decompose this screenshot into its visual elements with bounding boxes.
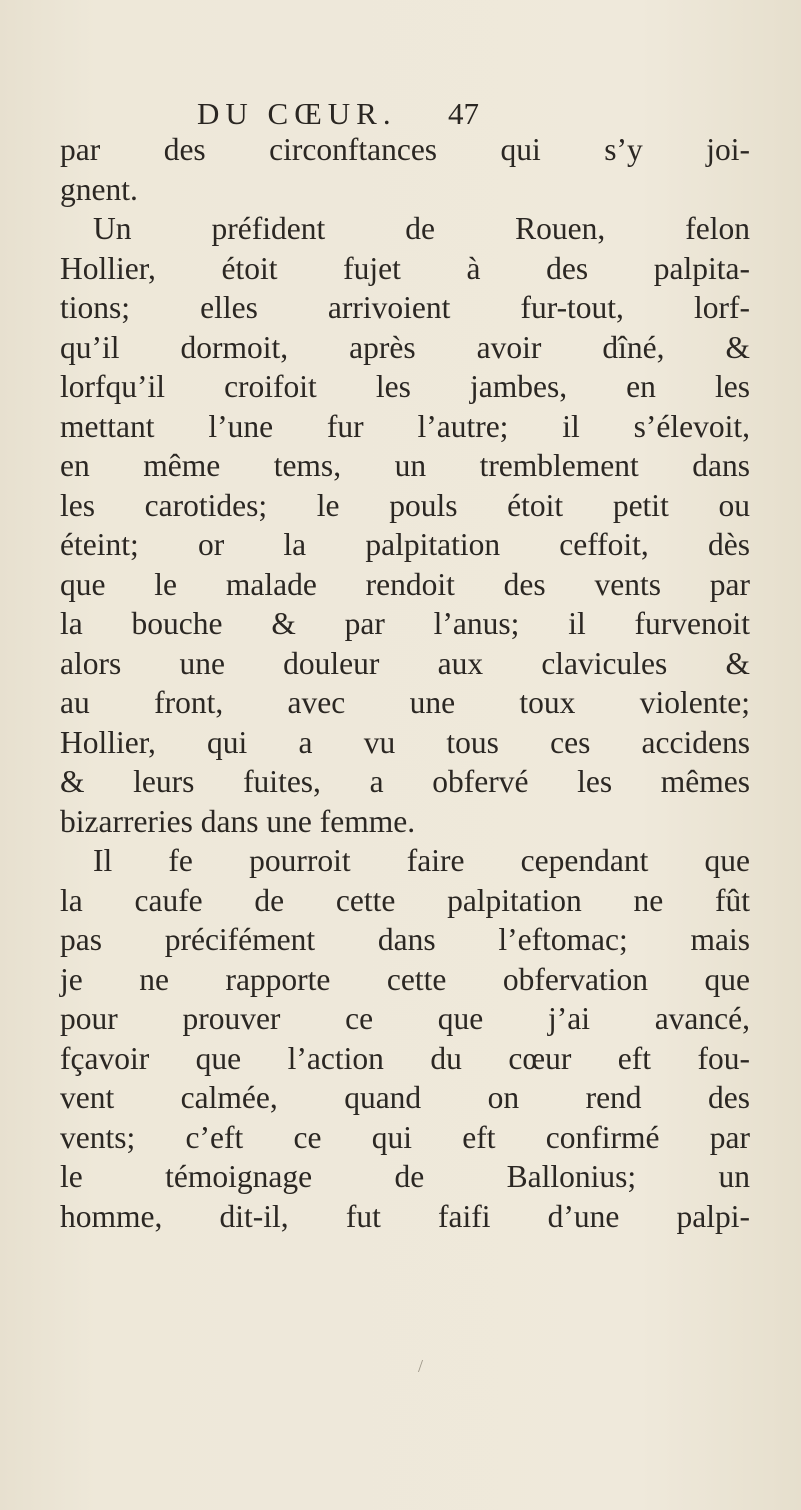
- text-line: au front, avec une toux violente;: [60, 685, 750, 720]
- text-line: Hollier, étoit fujet à des palpita-: [60, 250, 750, 286]
- text-line: & leurs fuites, a obfervé les mêmes: [60, 764, 750, 799]
- text-line: gnent.: [60, 171, 138, 207]
- text-line: je ne rapporte cette obfervation que: [60, 961, 750, 997]
- text-line: alors une douleur aux clavicules &: [60, 645, 750, 681]
- text-line: pour prouver ce que j’ai avancé,: [60, 1001, 750, 1036]
- text-line: Hollier, qui a vu tous ces accidens: [60, 724, 750, 760]
- text-line: la caufe de cette palpitation ne fût: [60, 882, 750, 918]
- text-line: que le malade rendoit des vents par: [60, 566, 750, 602]
- text-line: en même tems, un tremblement dans: [60, 448, 750, 483]
- text-line: tions; elles arrivoient fur-tout, lorf-: [60, 290, 750, 325]
- text-line: éteint; or la palpitation ceffoit, dès: [60, 527, 750, 562]
- text-line: vents; c’eft ce qui eft confirmé par: [60, 1119, 750, 1155]
- text-line: bizarreries dans une femme.: [60, 803, 416, 839]
- page-number: 47: [448, 96, 479, 131]
- paragraph-start-line: Il fe pourroit faire cependant que: [93, 843, 750, 878]
- text-line: qu’il dormoit, après avoir dîné, &: [60, 329, 750, 365]
- text-line: le témoignage de Ballonius; un: [60, 1159, 750, 1194]
- text-line: fçavoir que l’action du cœur eft fou-: [60, 1040, 750, 1076]
- text-line: la bouche & par l’anus; il furvenoit: [60, 606, 750, 641]
- text-line: pas précifément dans l’eftomac; mais: [60, 922, 750, 957]
- text-line: homme, dit-il, fut faifi d’une palpi-: [60, 1198, 750, 1234]
- body-text: [60, 130, 750, 1236]
- paragraph-start-line: Un préfident de Rouen, felon: [93, 211, 750, 246]
- text-line: vent calmée, quand on rend des: [60, 1080, 750, 1115]
- stray-mark: /: [418, 1356, 424, 1376]
- text-line: mettant l’une fur l’autre; il s’élevoit,: [60, 408, 750, 444]
- text-line: lorfqu’il croifoit les jambes, en les: [60, 369, 750, 404]
- running-head: DU CŒUR.: [197, 96, 397, 131]
- text-line: par des circonftances qui s’y joi-: [60, 132, 750, 167]
- text-line: les carotides; le pouls étoit petit ou: [60, 487, 750, 523]
